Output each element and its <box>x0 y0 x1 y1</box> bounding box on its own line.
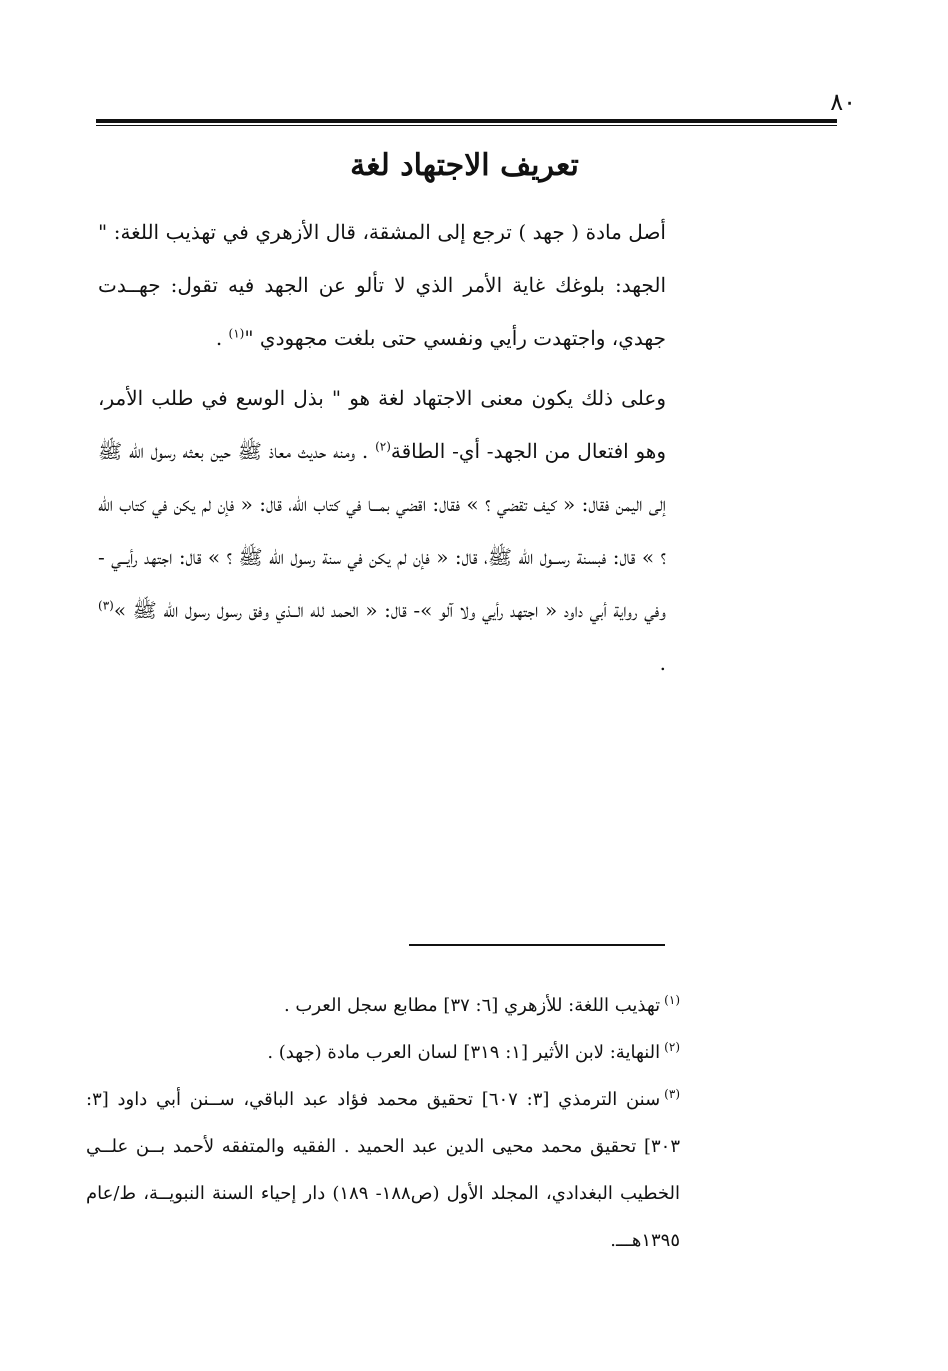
footnote-2-marker: (٢) <box>664 1040 680 1054</box>
paragraph-2-text-b: . ومنه حديث معاذ ﷺ حين بعثه رسول الله ﷺ إلى اليمن فقال: « كيف تقضي ؟ » فقال: اقضي بمـــا في كتاب الله، قال: « فإن لم يكن في كتاب الله ؟ » قال: فبسنة رســول الله ﷺ، قال: « فإن لم يكن في سنة رسول الله ﷺ ؟ » قال: اجتهد رأيــي - وفي رواية أبي داود « اجتهد رأيي ولا آلو »- قال: « الحمد لله الــذي وفق رسول رسول الله ﷺ » <box>98 439 666 622</box>
footnote-ref-1: (١) <box>228 326 245 341</box>
footnote-ref-2: (٢) <box>375 439 391 454</box>
footnote-separator <box>409 944 665 946</box>
footnote-1-text: تهذيب اللغة: للأزهري [٦: ٣٧] مطابع سجل العرب . <box>283 995 661 1016</box>
section-title <box>96 140 837 192</box>
footnotes <box>86 982 680 1264</box>
header-rule <box>96 119 837 123</box>
footnote-ref-3: (٣) <box>98 598 114 613</box>
footnote-1 <box>86 982 680 1029</box>
footnote-3-marker: (٣) <box>664 1087 680 1101</box>
paragraph-1-end: . <box>215 326 229 350</box>
paragraph-2-text-a: وعلى ذلك يكون معنى الاجتهاد لغة هو " بذل الوسع في طلب الأمر، وهو افتعال من الجهد- أي- الطاقة <box>98 386 667 463</box>
page-number: ٨٠ <box>830 88 856 116</box>
paragraph-2-end: . <box>659 651 666 675</box>
footnote-1-marker: (١) <box>664 993 680 1007</box>
paragraph-definition <box>98 206 666 365</box>
paragraph-1-text: أصل مادة ( جهد ) ترجع إلى المشقة، قال الأزهري في تهذيب اللغة: " الجهد: بلوغك غاية الأمر الذي لا تألو عن الجهد فيه تقول: جهــدت جهدي، واجتهدت رأيي ونفسي حتى بلغت مجهودي " <box>98 220 666 350</box>
header-rule-thin <box>96 125 837 126</box>
section-title-text: تعريف الاجتهاد لغة <box>350 148 579 183</box>
footnote-3-text: سنن الترمذي [٣: ٦٠٧] تحقيق محمد فؤاد عبد الباقي، ســنن أبي داود [٣: ٣٠٣] تحقيق محمد محيى الدين عبد الحميد . الفقيه والمتفقه لأحمد بــن علــي الخطيب البغدادي، المجلد الأول (ص١٨٨- ١٨٩) دار إحياء السنة النبويــة، ط/عام ١٣٩٥هـــ. <box>86 1089 680 1251</box>
paragraph-meaning <box>98 372 666 690</box>
footnote-2-text: النهاية: لابن الأثير [١: ٣١٩] لسان العرب مادة (جهد) . <box>267 1042 661 1063</box>
footnote-2 <box>86 1029 680 1076</box>
footnote-3 <box>86 1076 680 1264</box>
